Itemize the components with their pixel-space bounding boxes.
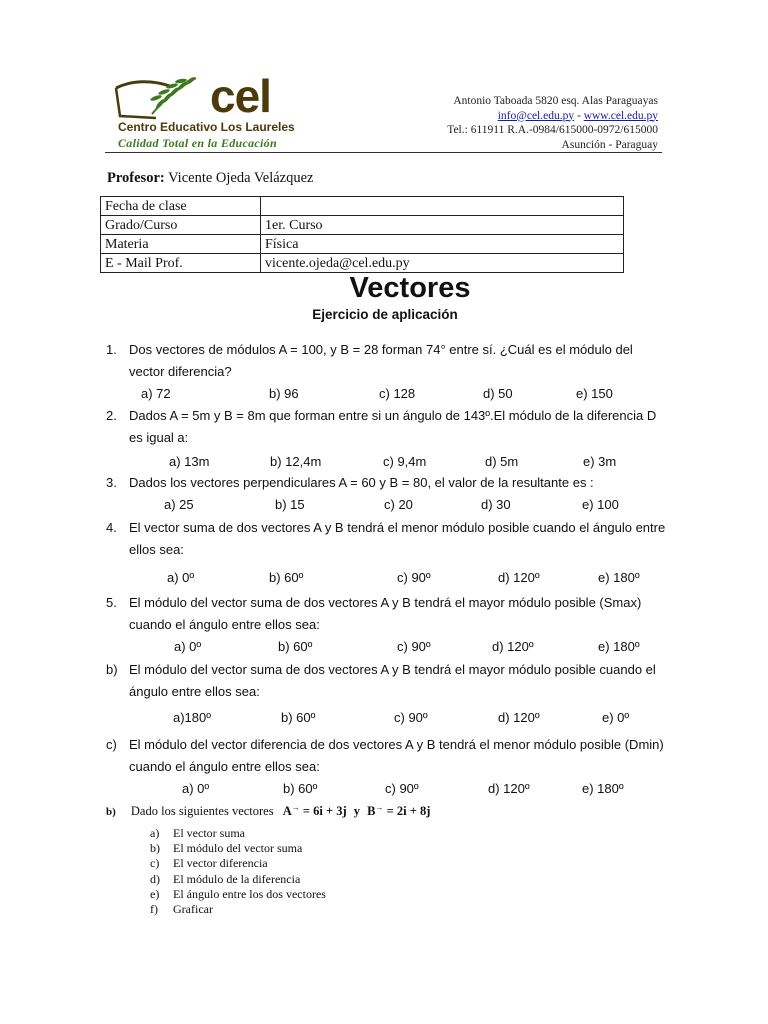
answer-option: e) 0º	[602, 710, 630, 725]
vector-b-label: B	[367, 804, 376, 819]
question-text: El módulo del vector suma de dos vectores A y B tendrá el mayor módulo posible cuando el ángulo entre ellos sea:	[129, 662, 656, 699]
answer-option: c) 90º	[385, 781, 419, 796]
answer-option: a)180º	[173, 710, 211, 725]
answer-option: d) 120º	[498, 570, 540, 585]
question-text: Dados los vectores perpendiculares A = 60 y B = 80, el valor de la resultante es :	[129, 475, 594, 490]
answer-option: b) 60º	[281, 710, 316, 725]
answer-option: d) 120º	[498, 710, 540, 725]
table-value: 1er. Curso	[261, 216, 624, 235]
list-item	[150, 841, 326, 856]
vector-connector: y	[353, 804, 361, 819]
question-c	[106, 734, 666, 778]
vector-a-label: A	[282, 804, 292, 819]
table-row	[101, 197, 624, 216]
answer-option: b) 12,4m	[270, 454, 322, 469]
web-contact-line	[447, 109, 658, 124]
letterhead	[105, 70, 662, 153]
class-info-table	[100, 196, 624, 273]
question-number: 4.	[106, 520, 117, 535]
item-letter: f)	[150, 902, 158, 917]
question-number: c)	[106, 737, 117, 752]
list-item	[150, 826, 326, 841]
vector-b-expression	[367, 804, 430, 818]
answer-option: a) 25	[164, 497, 194, 512]
vector-a-value: = 6i + 3j	[299, 804, 347, 819]
answer-option: e) 150	[576, 386, 613, 401]
phone-text: Tel.: 611911 R.A.-0984/615000-0972/615000	[447, 124, 658, 136]
list-item	[150, 856, 326, 871]
table-value: Física	[261, 235, 624, 254]
answer-option: e) 100	[582, 497, 619, 512]
item-text: El vector suma	[173, 826, 245, 840]
answer-option: a) 0º	[174, 639, 202, 654]
list-item	[150, 872, 326, 887]
answer-option: c) 9,4m	[383, 454, 427, 469]
question-2	[106, 405, 666, 449]
answer-option: d) 120º	[488, 781, 530, 796]
question-number: b)	[106, 806, 116, 819]
email-separator: -	[574, 109, 584, 122]
professor-label: Profesor:	[107, 170, 165, 186]
table-row	[101, 254, 624, 273]
vector-arrow-icon: →	[375, 803, 384, 812]
table-value: vicente.ojeda@cel.edu.py	[261, 254, 624, 273]
question-text: Dado los siguientes vectores	[130, 804, 274, 819]
answer-option: d) 120º	[492, 639, 534, 654]
item-text: El módulo de la diferencia	[173, 871, 301, 886]
answer-option: b) 60º	[269, 570, 304, 585]
item-text: El módulo del vector suma	[173, 841, 303, 856]
item-letter: b)	[150, 841, 160, 856]
list-item	[150, 887, 326, 902]
table-key: E - Mail Prof.	[101, 254, 261, 273]
answer-option: d) 50	[483, 386, 513, 401]
item-letter: a)	[150, 826, 160, 840]
address-text: Antonio Taboada 5820 esq. Alas Paraguayas	[453, 95, 658, 107]
question-number: b)	[106, 662, 118, 677]
list-item	[150, 902, 326, 917]
question-number: 5.	[106, 595, 117, 610]
answer-option: a) 0º	[182, 781, 210, 796]
vector-arrow-icon: →	[291, 803, 300, 812]
city-text: Asunción - Paraguay	[561, 138, 658, 151]
table-key: Materia	[101, 235, 261, 254]
vector-a-expression	[283, 804, 347, 818]
email-link[interactable]: info@cel.edu.py	[497, 109, 575, 122]
answer-option: a) 13m	[169, 454, 210, 469]
logo-wordmark: cel	[210, 70, 271, 122]
answer-option: b) 60º	[278, 639, 313, 654]
question-1	[106, 339, 666, 383]
answer-option: c) 90º	[397, 570, 431, 585]
table-key: Grado/Curso	[101, 216, 261, 235]
school-tagline: Calidad Total en la Educación	[118, 136, 277, 150]
question-number: 1.	[106, 342, 117, 357]
answer-option: e) 180º	[598, 639, 640, 654]
answer-option: b) 60º	[283, 781, 318, 796]
answer-option: e) 3m	[583, 454, 617, 469]
question-text: El vector suma de dos vectores A y B tendrá el menor módulo posible cuando el ángulo entre ellos sea:	[129, 520, 666, 557]
website-link[interactable]: www.cel.edu.py	[583, 109, 658, 122]
vector-subitems-list	[150, 826, 326, 917]
question-text: Dos vectores de módulos A = 100, y B = 28 forman 74° entre sí. ¿Cuál es el módulo del vector diferencia?	[129, 342, 633, 379]
answer-option: d) 30	[481, 497, 511, 512]
answer-option: b) 15	[275, 497, 305, 512]
question-5	[106, 592, 666, 636]
page-subtitle: Ejercicio de aplicación	[312, 307, 458, 322]
item-letter: d)	[150, 871, 160, 886]
answer-option: c) 20	[384, 497, 413, 512]
answer-option: a) 0º	[167, 570, 195, 585]
contact-block	[447, 94, 658, 152]
answer-option: c) 128	[379, 386, 416, 401]
question-number: 3.	[106, 475, 117, 490]
item-text: El ángulo entre los dos vectores	[173, 886, 326, 901]
table-value	[261, 197, 624, 216]
table-key: Fecha de clase	[101, 197, 261, 216]
question-text: El módulo del vector diferencia de dos vectores A y B tendrá el menor módulo posible (Dmin) cuando el ángulo entre ellos sea:	[129, 737, 664, 774]
vector-question	[106, 803, 430, 819]
question-number: 2.	[106, 408, 117, 423]
item-letter: e)	[150, 886, 160, 901]
item-text: Graficar	[173, 902, 213, 917]
table-row	[101, 235, 624, 254]
professor-name: Vicente Ojeda Velázquez	[168, 170, 314, 186]
question-b	[106, 659, 666, 703]
answer-option: e) 180º	[582, 781, 624, 796]
question-text: Dados A = 5m y B = 8m que forman entre si un ángulo de 143º.El módulo de la diferencia D es igual a:	[129, 408, 657, 445]
page-title: Vectores	[349, 272, 471, 304]
vector-b-value: = 2i + 8j	[383, 804, 431, 819]
answer-option: a) 72	[141, 386, 171, 401]
professor-line	[107, 170, 313, 187]
question-4	[106, 517, 666, 561]
laurel-logo-icon	[112, 74, 222, 122]
item-text: El vector diferencia	[173, 856, 268, 871]
answer-option: d) 5m	[485, 454, 519, 469]
school-name: Centro Educativo Los Laureles	[118, 120, 295, 134]
question-3	[106, 472, 666, 494]
answer-option: b) 96	[269, 386, 299, 401]
answer-option: c) 90º	[397, 639, 431, 654]
question-text: El módulo del vector suma de dos vectores A y B tendrá el mayor módulo posible (Smax) cuando el ángulo entre ellos sea:	[129, 595, 642, 632]
item-letter: c)	[150, 856, 160, 871]
answer-option: c) 90º	[394, 710, 428, 725]
answer-option: e) 180º	[598, 570, 640, 585]
table-row	[101, 216, 624, 235]
